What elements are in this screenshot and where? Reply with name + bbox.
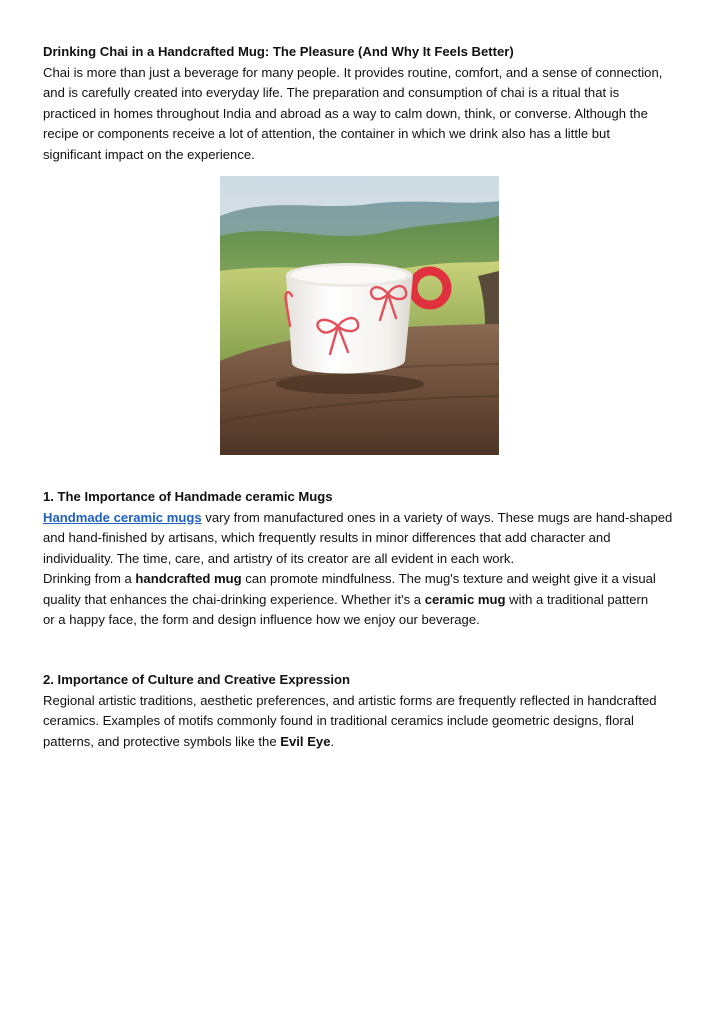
section-1-line: individuality. The time, care, and artistry of its creator are all evident in each work. xyxy=(43,550,515,566)
section-2-line: ceramics. Examples of motifs commonly found in traditional ceramics include geometric designs, floral xyxy=(43,713,634,728)
bold-term: handcrafted mug xyxy=(135,571,242,586)
article-title: Drinking Chai in a Handcrafted Mug: The Pleasure (And Why It Feels Better) xyxy=(43,44,514,59)
text-span: . xyxy=(330,733,335,749)
text-span: with a traditional pattern xyxy=(505,591,649,607)
text-span: patterns, and protective symbols like the xyxy=(43,733,281,749)
text-span: vary from manufactured ones in a variety of ways. These mugs are hand-shaped xyxy=(201,509,673,525)
intro-line: practiced in homes throughout India and abroad as a way to calm down, think, or converse. Although the xyxy=(43,105,648,121)
intro-line: significant impact on the experience. xyxy=(43,146,255,162)
text-span: Drinking from a xyxy=(43,571,136,586)
handmade-ceramic-mugs-link[interactable]: Handmade ceramic mugs xyxy=(43,509,202,525)
mug-photo xyxy=(220,176,499,455)
intro-line: recipe or components receive a lot of attention, the container in which we drink also has a little but xyxy=(43,126,610,141)
intro-block xyxy=(43,42,679,165)
text-span: can promote mindfulness. The mug's texture and weight give it a visual xyxy=(241,571,656,586)
section-2 xyxy=(43,670,679,752)
section-1 xyxy=(43,487,679,631)
section-2-line xyxy=(43,732,679,753)
bold-term: Evil Eye xyxy=(280,733,331,749)
intro-line: and is carefully created into everyday life. The preparation and consumption of chai is a ritual that is xyxy=(43,85,620,100)
bold-term: ceramic mug xyxy=(424,591,506,607)
section-1-line xyxy=(43,508,679,529)
section-1-heading: 1. The Importance of Handmade ceramic Mugs xyxy=(43,489,333,504)
section-2-line: Regional artistic traditions, aesthetic preferences, and artistic forms are frequently reflected in handcrafted xyxy=(43,692,657,708)
section-1-line xyxy=(43,569,679,590)
intro-line: Chai is more than just a beverage for many people. It provides routine, comfort, and a sense of connection, xyxy=(43,64,663,80)
section-1-line xyxy=(43,590,679,611)
section-1-line: and hand-finished by artisans, which frequently results in minor differences that add character and xyxy=(43,530,611,545)
section-2-heading: 2. Importance of Culture and Creative Expression xyxy=(43,672,351,687)
section-1-line: or a happy face, the form and design influence how we enjoy our beverage. xyxy=(43,612,480,627)
text-span: quality that enhances the chai-drinking experience. Whether it's a xyxy=(43,591,425,607)
